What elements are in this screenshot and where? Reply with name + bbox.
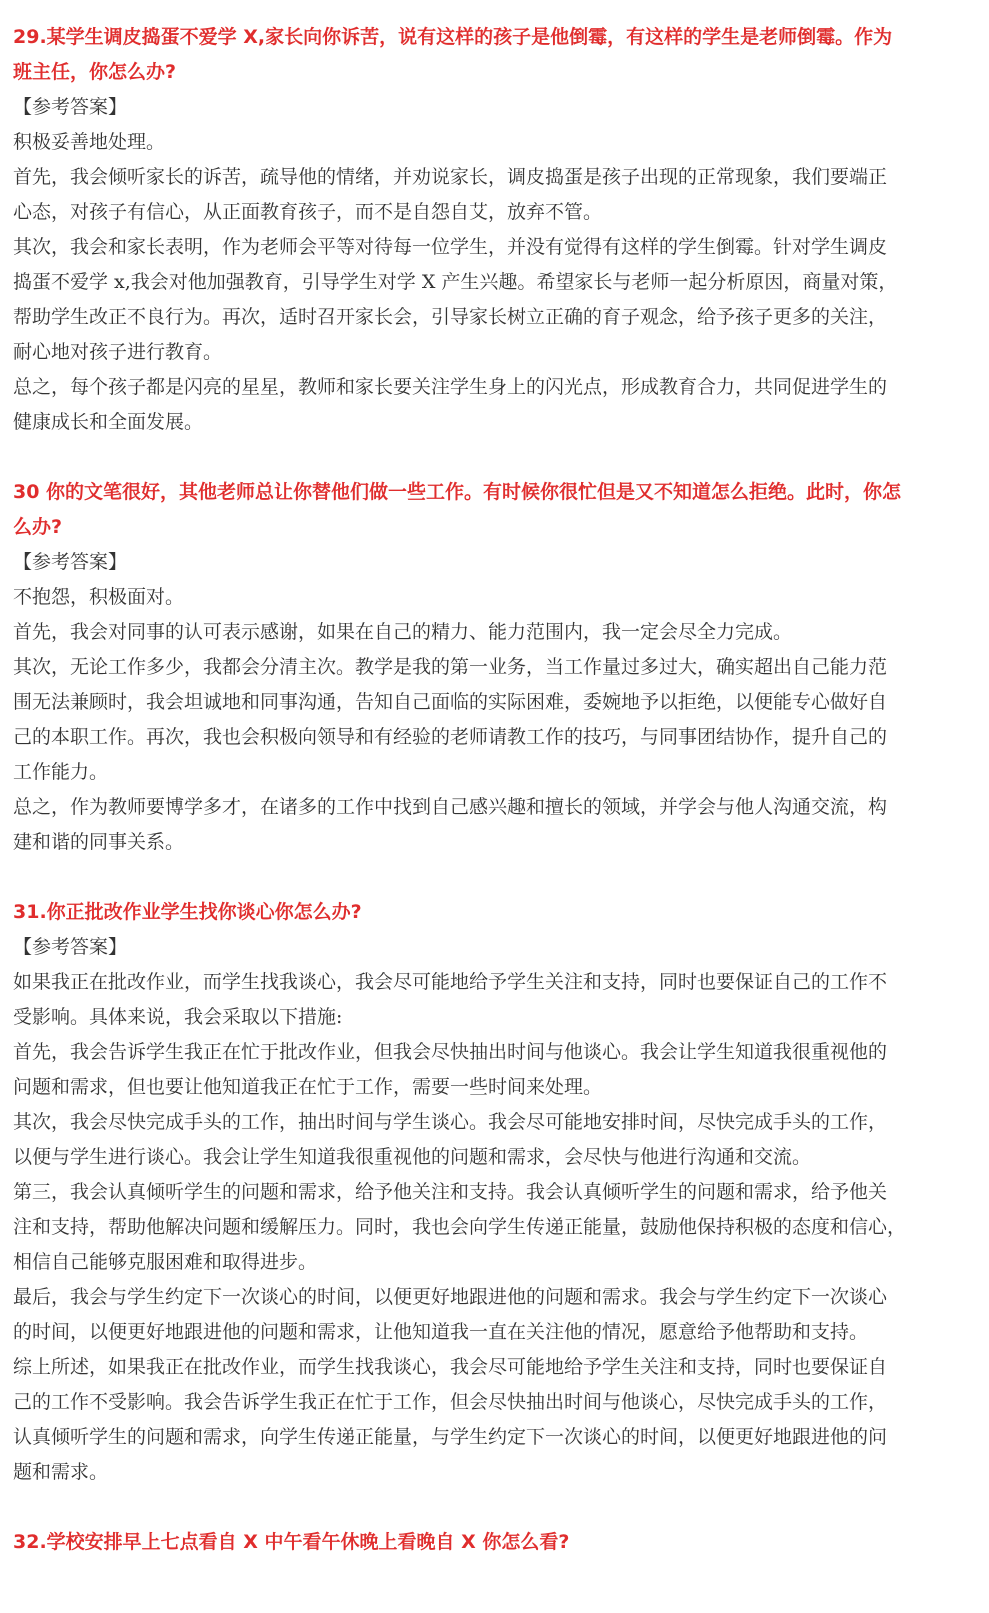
- answer-text-line: 健康成长和全面发展。: [13, 411, 204, 433]
- answer-text-line: 其次，我会尽快完成手头的工作，抽出时间与学生谈心。我会尽可能地安排时间，尽快完成手头的工作，: [13, 1111, 888, 1133]
- answer-text-line: 综上所述，如果我正在批改作业，而学生找我谈心，我会尽可能地给予学生关注和支持，同时也要保证自: [13, 1356, 888, 1378]
- qa-section: [13, 475, 968, 860]
- document-body: [13, 20, 968, 1560]
- qa-section: [13, 1525, 968, 1560]
- answer-text-line: 工作能力。: [13, 761, 109, 783]
- answer-text-line: 首先，我会告诉学生我正在忙于批改作业，但我会尽快抽出时间与他谈心。我会让学生知道我很重视他的: [13, 1041, 888, 1063]
- answer-text-line: 如果我正在批改作业，而学生找我谈心，我会尽可能地给予学生关注和支持，同时也要保证自己的工作不: [13, 971, 888, 993]
- section-spacer: [13, 1490, 968, 1525]
- answer-text-line: 其次，我会和家长表明，作为老师会平等对待每一位学生，并没有觉得有这样的学生倒霉。针对学生调皮: [13, 236, 888, 258]
- answer-text-line: 受影响。具体来说，我会采取以下措施:: [13, 1006, 343, 1028]
- question-heading-line: 班主任，你怎么办?: [13, 61, 177, 83]
- answer-label: 【参考答案】: [13, 936, 128, 958]
- answer-text-line: 捣蛋不爱学 x,我会对他加强教育，引导学生对学 X 产生兴趣。希望家长与老师一起分析原因，商量对策，: [13, 271, 898, 293]
- answer-text-line: 围无法兼顾时，我会坦诚地和同事沟通，告知自己面临的实际困难，委婉地予以拒绝，以便能专心做好自: [13, 691, 888, 713]
- answer-text-line: 相信自己能够克服困难和取得进步。: [13, 1251, 318, 1273]
- question-heading-line: 30 你的文笔很好，其他老师总让你替他们做一些工作。有时候你很忙但是又不知道怎么拒绝。此时，你怎: [13, 481, 902, 503]
- answer-text-line: 帮助学生改正不良行为。再次，适时召开家长会，引导家长树立正确的育子观念，给予孩子更多的关注，: [13, 306, 888, 328]
- answer-text-line: 心态，对孩子有信心，从正面教育孩子，而不是自怨自艾，放弃不管。: [13, 201, 603, 223]
- answer-label: 【参考答案】: [13, 551, 128, 573]
- qa-section: [13, 895, 968, 1490]
- answer-text-line: 己的本职工作。再次，我也会积极向领导和有经验的老师请教工作的技巧，与同事团结协作，提升自己的: [13, 726, 888, 748]
- question-heading-line: 32.学校安排早上七点看自 X 中午看午休晚上看晚自 X 你怎么看?: [13, 1531, 570, 1553]
- section-spacer: [13, 860, 968, 895]
- answer-text-line: 总之，作为教师要博学多才，在诸多的工作中找到自己感兴趣和擅长的领域，并学会与他人沟通交流，构: [13, 796, 888, 818]
- answer-text-line: 注和支持，帮助他解决问题和缓解压力。同时，我也会向学生传递正能量，鼓励他保持积极的态度和信心，: [13, 1216, 907, 1238]
- answer-text-line: 己的工作不受影响。我会告诉学生我正在忙于工作，但会尽快抽出时间与他谈心，尽快完成手头的工作，: [13, 1391, 888, 1413]
- answer-text-line: 不抱怨，积极面对。: [13, 586, 185, 608]
- answer-text-line: 第三，我会认真倾听学生的问题和需求，给予他关注和支持。我会认真倾听学生的问题和需求，给予他关: [13, 1181, 888, 1203]
- answer-text-line: 问题和需求，但也要让他知道我正在忙于工作，需要一些时间来处理。: [13, 1076, 603, 1098]
- question-heading-line: 么办?: [13, 516, 63, 538]
- section-spacer: [13, 440, 968, 475]
- answer-text-line: 总之，每个孩子都是闪亮的星星，教师和家长要关注学生身上的闪光点，形成教育合力，共同促进学生的: [13, 376, 888, 398]
- answer-text-line: 首先，我会对同事的认可表示感谢，如果在自己的精力、能力范围内，我一定会尽全力完成。: [13, 621, 793, 643]
- answer-text-line: 首先，我会倾听家长的诉苦，疏导他的情绪，并劝说家长，调皮捣蛋是孩子出现的正常现象，我们要端正: [13, 166, 888, 188]
- answer-text-line: 建和谐的同事关系。: [13, 831, 185, 853]
- answer-text-line: 的时间，以便更好地跟进他的问题和需求，让他知道我一直在关注他的情况，愿意给予他帮助和支持。: [13, 1321, 869, 1343]
- answer-text-line: 题和需求。: [13, 1461, 109, 1483]
- answer-text-line: 其次，无论工作多少，我都会分清主次。教学是我的第一业务，当工作量过多过大，确实超出自己能力范: [13, 656, 888, 678]
- answer-text-line: 积极妥善地处理。: [13, 131, 166, 153]
- answer-text-line: 认真倾听学生的问题和需求，向学生传递正能量，与学生约定下一次谈心的时间，以便更好地跟进他的问: [13, 1426, 888, 1448]
- answer-text-line: 以便与学生进行谈心。我会让学生知道我很重视他的问题和需求，会尽快与他进行沟通和交流。: [13, 1146, 812, 1168]
- question-heading-line: 31.你正批改作业学生找你谈心你怎么办?: [13, 901, 362, 923]
- answer-label: 【参考答案】: [13, 96, 128, 118]
- answer-text-line: 耐心地对孩子进行教育。: [13, 341, 223, 363]
- answer-text-line: 最后，我会与学生约定下一次谈心的时间，以便更好地跟进他的问题和需求。我会与学生约定下一次谈心: [13, 1286, 888, 1308]
- question-heading-line: 29.某学生调皮捣蛋不爱学 X,家长向你诉苦，说有这样的孩子是他倒霉，有这样的学生是老师倒霉。作为: [13, 26, 893, 48]
- qa-section: [13, 20, 968, 440]
